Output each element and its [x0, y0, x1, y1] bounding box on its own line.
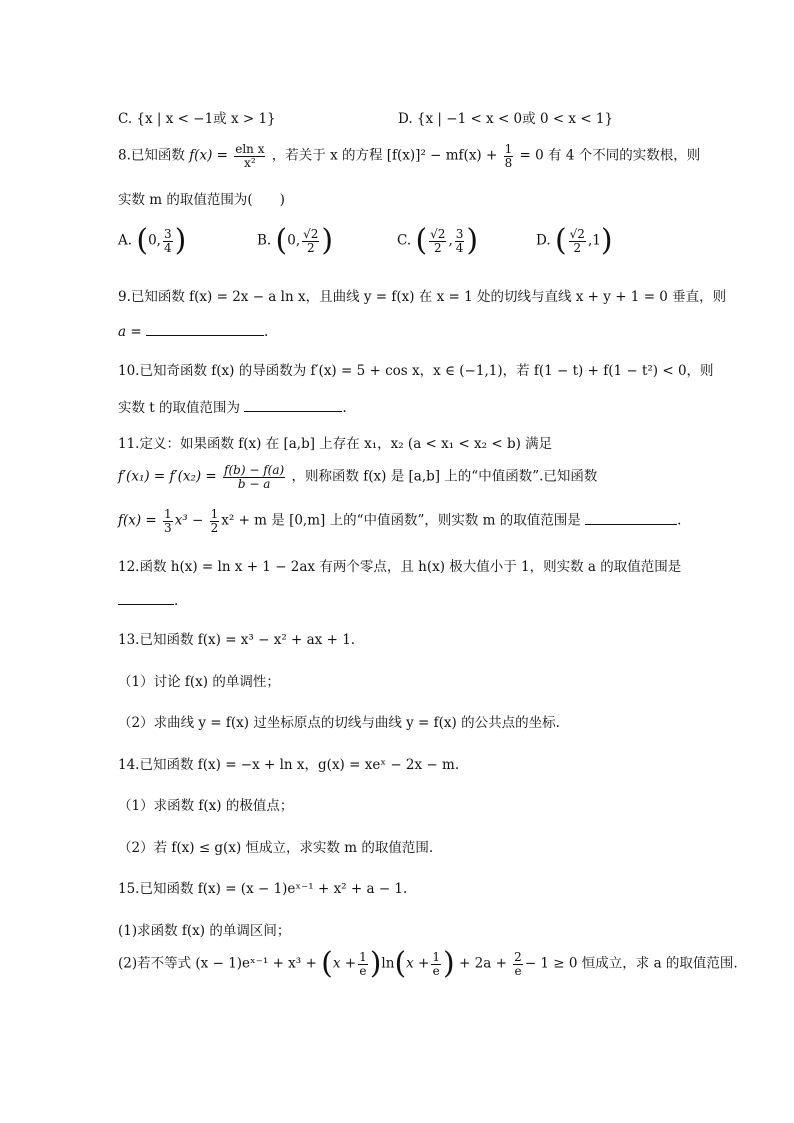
- q8-opt-b-den: 2: [306, 240, 315, 255]
- q13-part1: （1）讨论 f(x) 的单调性；: [118, 674, 280, 690]
- q15-ln: ln: [381, 955, 395, 972]
- q13-line1: 13.已知函数 f(x) = x³ − x² + ax + 1.: [118, 632, 356, 648]
- q7-option-d: D. {x | −1 < x < 0或 0 < x < 1}: [398, 111, 614, 127]
- q11-d1: 3: [164, 520, 172, 535]
- q12-line1: 12.函数 h(x) = ln x + 1 − 2ax 有两个零点，且 h(x) 极大值小于 1，则实数 a 的取值范围是: [118, 559, 682, 575]
- q15-p2-num: 2: [514, 949, 522, 964]
- q15-part1: (1)求函数 f(x) 的单调区间；: [118, 923, 291, 939]
- q10-line2: [118, 396, 347, 416]
- q8-opt-c-den2: 4: [455, 240, 464, 255]
- q11-answer-blank[interactable]: [585, 512, 677, 525]
- q8-fraction: [234, 143, 265, 169]
- q8-opt-b-label: B.: [257, 232, 272, 249]
- q15-p2-den: e: [514, 963, 522, 978]
- q11-post: x² + m 是 [0,m] 上的“中值函数”，则实数 m 的取值范围是: [221, 512, 581, 529]
- q11-d2: 2: [210, 520, 219, 535]
- q8-tail: = 0 有 4 个不同的实数根，则: [519, 147, 701, 164]
- q11-line3: [118, 508, 681, 534]
- q8-opt-a-label: A.: [118, 232, 133, 249]
- q14-line1: 14.已知函数 f(x) = −x + ln x，g(x) = xeˣ − 2x − m.: [118, 757, 460, 773]
- q11-period: .: [677, 512, 682, 529]
- q15-p-den: e: [359, 963, 367, 978]
- q11-line2: [118, 464, 597, 490]
- q8-option-c: C. ( $\frac{√2}{2}$ , $\frac{3}{4}$ ): [397, 223, 479, 258]
- q8-opt-a-den: 4: [163, 240, 172, 255]
- q15-line1: 15.已知函数 f(x) = (x − 1)eˣ⁻¹ + x² + a − 1.: [118, 881, 408, 897]
- q15-part2-pre: (2)若不等式 (x − 1)eˣ⁻¹ + x³ +: [118, 955, 317, 972]
- q14-part1: （1）求函数 f(x) 的极值点；: [118, 798, 294, 814]
- q15-part2: (2)若不等式 (x − 1)eˣ⁻¹ + x³ + (x + $\frac{1}{e}$ )ln(x + $\frac{1}{e}$ ) + 2a + $\frac{2}{e}$ − 1 ≥ 0 恒成立，求 a 的取值范围.: [118, 946, 738, 981]
- q8-opt-d-den: 2: [573, 240, 582, 255]
- q9-answer-blank[interactable]: [146, 323, 264, 336]
- q8-option-a: A. (0, $\frac{3}{4}$ ): [118, 223, 187, 258]
- q8-opt-b-num: √2: [303, 226, 319, 241]
- q8-option-d: D. ( $\frac{√2}{2}$ ,1): [536, 223, 613, 258]
- q8-prefix: 8.已知函数: [118, 147, 185, 164]
- q11-line2-post: ，则称函数 f(x) 是 [a,b] 上的“中值函数”.已知函数: [291, 468, 598, 485]
- q11-mean-num: f(b) − f(a): [224, 463, 285, 477]
- q9-line2: [118, 323, 268, 340]
- q8-const-num: 1: [504, 142, 513, 156]
- q8-option-b: B. (0, $\frac{√2}{2}$ ): [257, 223, 334, 258]
- q10-line1: 10.已知奇函数 f(x) 的导函数为 f′(x) = 5 + cos x，x ∈ (−1,1)，若 f(1 − t) + f(1 − t²) < 0，则: [118, 363, 714, 379]
- q10-period: .: [342, 400, 347, 416]
- q8-opt-c-num2: 3: [455, 226, 464, 241]
- q8-frac-num: eln x: [235, 142, 265, 156]
- q8-opt-d-label: D.: [536, 232, 551, 249]
- q11-mid: x³ −: [174, 512, 204, 529]
- q11-mean-den: b − a: [237, 476, 271, 491]
- q14-part2: （2）若 f(x) ≤ g(x) 恒成立，求实数 m 的取值范围.: [118, 840, 434, 856]
- q11-fx: f(x) =: [118, 512, 157, 529]
- q13-part2: （2）求曲线 y = f(x) 过坐标原点的切线与曲线 y = f(x) 的公共点的坐标.: [118, 715, 560, 731]
- q8-const-frac: [504, 143, 514, 169]
- q8-opt-a-first: 0,: [148, 232, 161, 249]
- q8-line2: 实数 m 的取值范围为( ): [118, 192, 285, 208]
- q12-period: .: [174, 593, 179, 609]
- q9-line1: 9.已知函数 f(x) = 2x − a ln x，且曲线 y = f(x) 在 x = 1 处的切线与直线 x + y + 1 = 0 垂直，则: [118, 289, 727, 305]
- q9-period: .: [263, 324, 269, 340]
- q11-n2: 1: [210, 507, 219, 521]
- q11-lhs: f′(x₁) = f′(x₂) =: [118, 468, 217, 485]
- q15-p-num: 1: [359, 949, 367, 964]
- q8-opt-b-first: 0,: [287, 232, 301, 249]
- q9-a-label: a =: [118, 324, 142, 340]
- q8-opt-c-num1: √2: [430, 226, 446, 241]
- q11-line1: 11.定义：如果函数 f(x) 在 [a,b] 上存在 x₁，x₂ (a < x₁ < x₂ < b) 满足: [118, 436, 553, 452]
- q8-mid: ，若关于 x 的方程 [f(x)]² − mf(x) +: [271, 147, 498, 164]
- q8-opt-d-last: ,1: [587, 232, 601, 249]
- q15-part2-mid: + 2a +: [459, 955, 507, 972]
- q11-mean-frac: [223, 464, 285, 490]
- q15-x: x +: [332, 955, 357, 972]
- q8-opt-a-num: 3: [163, 226, 172, 241]
- q12-line2: [118, 592, 178, 609]
- q8-const-den: 8: [504, 155, 513, 170]
- q10-answer-blank[interactable]: [244, 399, 342, 412]
- q8-fx: f(x) =: [189, 147, 228, 164]
- q11-n1: 1: [164, 507, 172, 521]
- q7-option-c: C. {x | x < −1或 x > 1}: [118, 111, 276, 127]
- q10-prefix: 实数 t 的取值范围为: [118, 400, 241, 416]
- q15-part2-post: − 1 ≥ 0 恒成立，求 a 的取值范围.: [524, 955, 738, 972]
- q8-opt-c-label: C.: [397, 232, 412, 249]
- q8-stem: [118, 143, 700, 169]
- q12-answer-blank[interactable]: [118, 592, 174, 605]
- q8-opt-c-den1: 2: [433, 240, 442, 255]
- q8-opt-d-num: √2: [569, 226, 585, 241]
- q8-frac-den: x²: [244, 155, 256, 170]
